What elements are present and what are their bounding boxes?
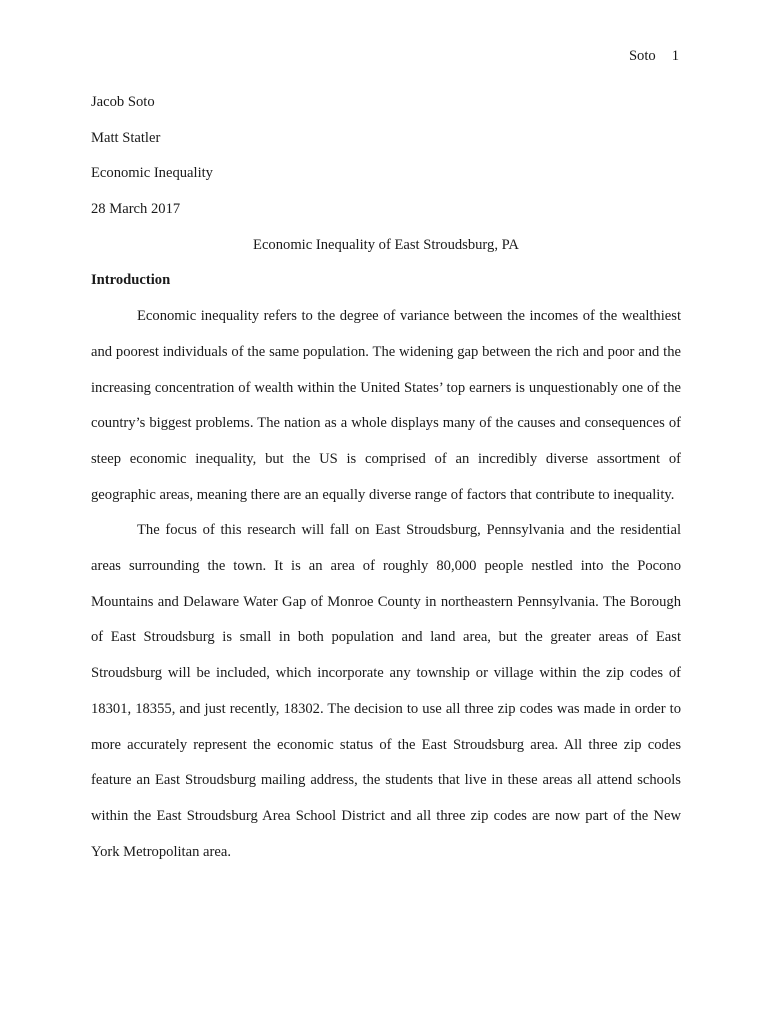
student-name: Jacob Soto	[91, 94, 155, 110]
section-heading: Introduction	[91, 272, 171, 289]
document-title: Economic Inequality of East Stroudsburg, PA	[253, 236, 519, 253]
running-header	[629, 46, 679, 66]
header-page-number: 1	[671, 48, 679, 64]
header-author-name: Soto	[628, 48, 656, 64]
body-paragraphs	[91, 299, 681, 870]
instructor-name: Matt Statler	[91, 129, 161, 146]
document-body	[91, 92, 681, 870]
body-paragraph: The focus of this research will fall on East Stroudsburg, Pennsylvania and the residential areas surrounding the town. It is an area of roughly 80,000 people nestled into the Pocono Mountains and Delaware Water Gap of Monroe County in northeastern Pennsylvania. The Borough of East Stroudsburg is small in both population and land area, but the greater areas of East Stroudsburg will be included, which incorporate any township or village within the zip codes of 18301, 18355, and just recently, 18302. The decision to use all three zip codes was made in order to more accurately represent the economic status of the East Stroudsburg area. All three zip codes feature an East Stroudsburg mailing address, the students that live in these areas all attend schools within the East Stroudsburg Area School District and all three zip codes are now part of the New York Metropolitan area.	[91, 522, 681, 860]
document-date: 28 March 2017	[91, 201, 181, 218]
course-name: Economic Inequality	[91, 165, 213, 182]
body-paragraph: Economic inequality refers to the degree of variance between the incomes of the wealthiest and poorest individuals of the same population. The widening gap between the rich and poor and the increasing concentration of wealth within the United States’ top earners is unquestionably one of the country’s biggest problems. The nation as a whole displays many of the causes and consequences of steep economic inequality, but the US is comprised of an incredibly diverse assortment of geographic areas, meaning there are an equally diverse range of factors that contribute to inequality.	[91, 308, 681, 503]
